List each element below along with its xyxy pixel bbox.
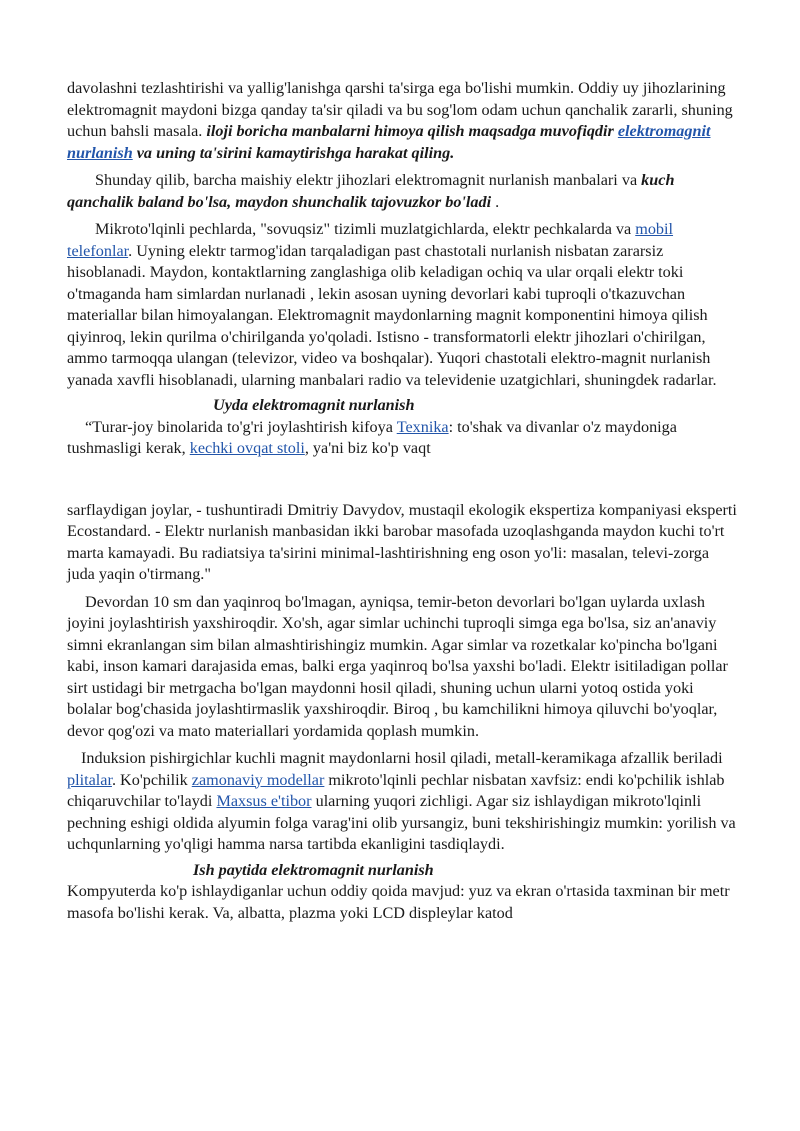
paragraph-4-text: “Turar-joy binolarida to'g'ri joylashtirish kifoya <box>85 417 397 436</box>
paragraph-7-mid1: . Ko'pchilik <box>111 770 192 789</box>
paragraph-7-end: ularning yuqori zichligi. Agar siz ishlaydigan mikroto'lqinli pechning eshigi oldida alyumin folga varag'ini olib yursangiz, buni tekshirishingiz mumkin: yorilish va uchqunlarning yo'qligi hamma narsa tartibda ekanligini tasdiqlaydi. <box>67 792 736 853</box>
paragraph-5: sarflaydigan joylar, - tushuntiradi Dmitriy Davydov, mustaqil ekologik ekspertiza kompaniyasi eksperti Ecostandard. - Elektr nurlanish manbasidan ikki barobar masofada uzoqlashganda maydon kuchi to'rt marta kamayadi. Bu radiatsiya ta'sirini minimal-lashtirishning eng oson yo'li: masalan, televi-zorga juda yaqin o'tirmang." <box>67 500 737 583</box>
paragraph-7-text: Induksion pishirgichlar kuchli magnit maydonlarni hosil qiladi, metall-keramikaga afzallik beriladi <box>81 749 723 767</box>
paragraph-8: Kompyuterda ko'p ishlaydiganlar uchun oddiy qoida mavjud: yuz va ekran o'rtasida taxminan bir metr masofa bo'lishi kerak. Va, albatta, plazma yoki LCD displeylar katod <box>67 882 730 922</box>
paragraph-2-emphasis: kuch qanchalik baland bo'lsa, maydon shunchalik tajovuzkor bo'ladi <box>67 171 675 211</box>
paragraph-7-mid2: mikroto'lqinli pechlar nisbatan xavfsiz: endi ko'pchilik ishlab chiqaruvchilar to'laydi <box>67 770 725 810</box>
paragraph-1-text: davolashni tezlashtirishi va yallig'lanishga qarshi ta'sirga ega bo'lishi mumkin. Oddiy uy jihozlarining elektromagnit maydoni bizga qanday ta'sir qiladi va bu sog'lom odam uchun qanchalik zararli, shuning uchun bahsli masala. <box>67 79 733 140</box>
link-plitalar[interactable]: plitalar <box>67 770 112 789</box>
paragraph-2-text: Shunday qilib, barcha maishiy elektr jihozlari elektromagnit nurlanish manbalari va <box>95 171 642 189</box>
document-page <box>67 78 737 924</box>
paragraph-1-emphasis-end: va uning ta'sirini kamaytirishga harakat qiling. <box>132 143 455 162</box>
link-maxsus-etibor[interactable]: Maxsus e'tibor <box>216 792 312 810</box>
paragraph-7 <box>67 748 737 856</box>
page-break-gap <box>67 460 737 500</box>
paragraph-3 <box>67 219 737 391</box>
link-elektromagnit-nurlanish[interactable]: elektromagnit nurlanish <box>67 122 711 162</box>
paragraph-4 <box>67 417 737 460</box>
link-texnika[interactable]: Texnika <box>396 417 449 436</box>
section-heading-ish-paytida: Ish paytida elektromagnit nurlanish <box>193 860 434 879</box>
paragraph-4-mid: : to'shak va divanlar o'z maydoniga tushmasligi kerak, <box>67 417 677 457</box>
paragraph-2-end: . <box>491 192 500 211</box>
paragraph-2 <box>67 170 737 213</box>
paragraph-4-end: , ya'ni biz ko'p vaqt <box>304 439 431 457</box>
paragraph-1-emphasis: iloji boricha manbalarni himoya qilish maqsadga muvofiqdir <box>206 122 618 140</box>
link-mobil-telefonlar[interactable]: mobil telefonlar <box>67 220 674 260</box>
paragraph-3-text: Mikroto'lqinli pechlarda, "sovuqsiz" tizimli muzlatgichlarda, elektr pechkalarda va <box>95 220 636 238</box>
link-kechki-ovqat-stoli[interactable]: kechki ovqat stoli <box>189 439 305 457</box>
paragraph-3-rest: . Uyning elektr tarmog'idan tarqaladigan past chastotali nurlanish nisbatan zararsiz hisoblanadi. Maydon, kontaktlarning zanglashiga olib keladigan ochiq va ular orqali elektr toki o'tmaganda ham simlardan nurlanadi , lekin asosan uyning devorlari kabi tuproqli o'tkazuvchan materiallar bilan himoyalangan. Elektromagnit maydonlarning magnit komponentini himoya qilish qiyinroq, lekin qurilma o'chirilganda yo'qoladi. Istisno - transformatorli elektr jihozlari o'chirilgan, ammo tarmoqqa ulangan (televizor, video va boshqalar). Yuqori chastotali elektro-magnit nurlanish yanada xavfli hisoblanadi, ularning manbalari radio va televidenie uzatgichlari, shuningdek radarlar. <box>67 241 717 389</box>
paragraph-1 <box>67 78 737 164</box>
link-zamonaviy-modellar[interactable]: zamonaviy modellar <box>191 770 325 789</box>
section-heading-uyda: Uyda elektromagnit nurlanish <box>213 396 415 414</box>
paragraph-6: Devordan 10 sm dan yaqinroq bo'lmagan, ayniqsa, temir-beton devorlari bo'lgan uylarda uxlash joyini joylashtirish yaxshiroqdir. Xo'sh, agar simlar uchinchi tuproqli simga ega bo'lsa, siz an'anaviy simni ekranlangan sim bilan almashtirishingiz mumkin. Agar simlar va rozetkalar ko'pincha bo'lgani kabi, inson kamari darajasida emas, balki erga yaqinroq bo'lsa yaxshi bo'ladi. Elektr isitiladigan pollar sirt ustidagi bir metrgacha bo'lgan maydonni hosil qiladi, shuning uchun ularni yotoq ostida yoki bolalar bog'chasida joylashtirmaslik yaxshiroqdir. Biroq , bu kamchilikni himoya qiluvchi bo'yoqlar, devor qog'ozi va mato materiallari yordamida qoplash mumkin. <box>67 592 728 740</box>
